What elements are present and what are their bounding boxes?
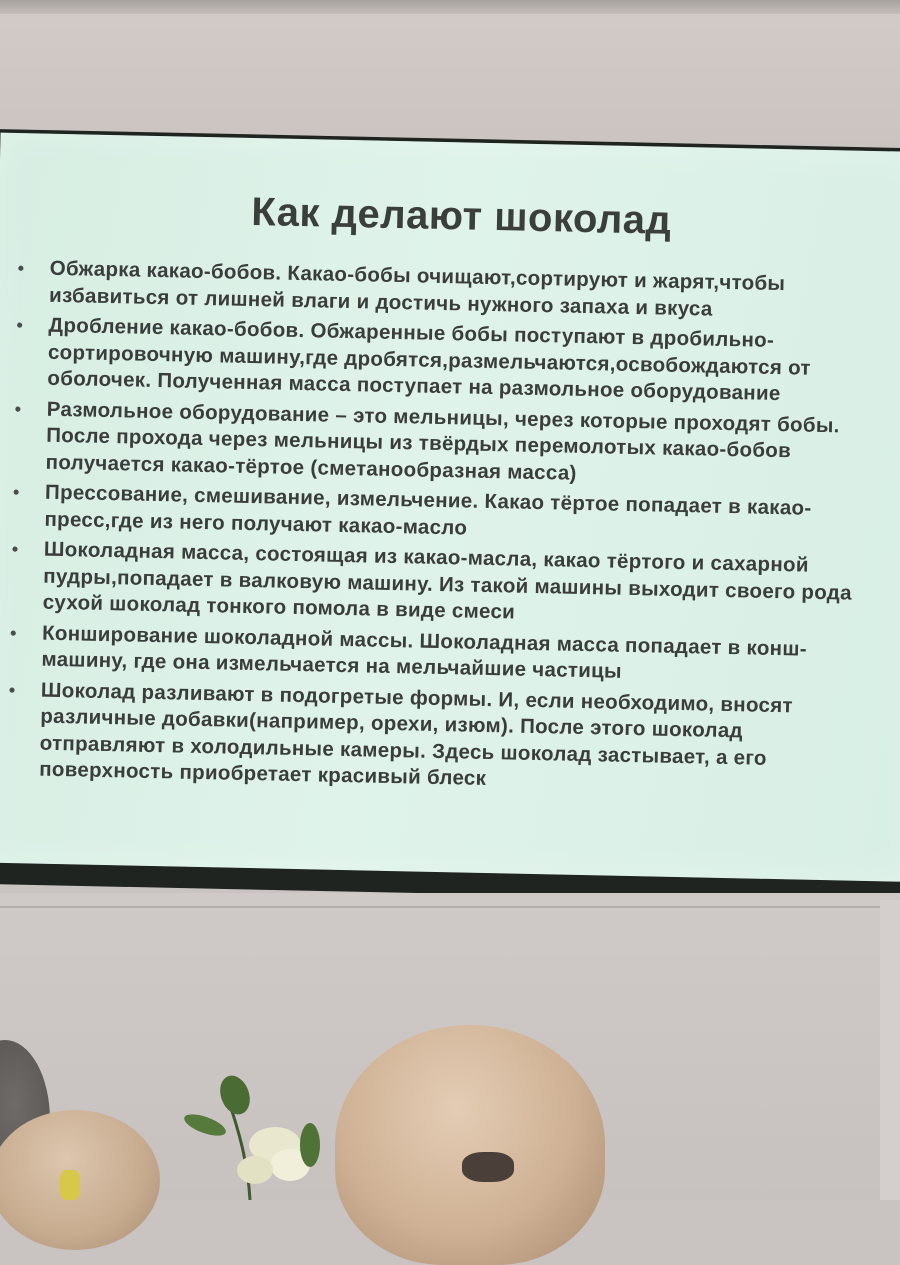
- door-edge: [880, 900, 900, 1200]
- bullet-dot: •: [16, 315, 24, 336]
- bullet-text: Шоколадная масса, состоящая из какао-масла, какао тёртого и сахарной пудры,попадает в валковую машину. Из такой машины выходит своего рода сухой шоколад тонкого помола в виде смеси: [42, 537, 853, 624]
- flower-plant: [180, 1075, 330, 1200]
- hair-clip: [60, 1170, 80, 1200]
- bullet-dot: •: [17, 258, 25, 279]
- wall-panel-line: [0, 906, 900, 908]
- projected-slide: [0, 133, 900, 882]
- bullet-dot: •: [9, 622, 17, 643]
- audience-head-left: [0, 1110, 160, 1250]
- bullet-text: Прессование, смешивание, измельчение. Какао тёртое попадает в какао-пресс,где из него получают какао-масло: [44, 480, 812, 540]
- bullet-text: Шоколад разливают в подогретые формы. И, если необходимо, вносят различные добавки(например, орехи, изюм). После этого шоколад отправляют в холодильные камеры. Здесь шоколад застывает, а его поверхность приобретает красивый блеск: [39, 678, 794, 790]
- bullet-text: Обжарка какао-бобов. Какао-бобы очищают,сортируют и жарят,чтобы избавиться от лишней влаги и достичь нужного запаха и вкуса: [48, 256, 786, 321]
- bullet-dot: •: [8, 679, 16, 700]
- bullet-item: [13, 396, 874, 493]
- bullet-item: [7, 676, 869, 800]
- bullet-text: Дробление какао-бобов. Обжаренные бобы поступают в дробильно-сортировочную машину,где дробятся,размельчаются,освобождаются от оболочек. Полученная масса поступает на размольное оборудование: [47, 313, 812, 406]
- bullet-dot: •: [12, 482, 20, 503]
- bullet-item: [10, 536, 871, 633]
- bullet-dot: •: [11, 539, 19, 560]
- hair-tie: [462, 1152, 514, 1182]
- bullet-dot: •: [14, 398, 22, 419]
- bullet-text: Конширование шоколадной массы. Шоколадная масса попадает в конш-машину, где она измельчается на мельчайшие частицы: [41, 621, 808, 683]
- wall-above-screen: [0, 0, 900, 140]
- slide-title: Как делают шоколад: [250, 189, 672, 243]
- ceiling-trim: [0, 0, 900, 14]
- audience-head-center: [335, 1025, 605, 1265]
- bullet-item: [15, 312, 876, 409]
- bullet-list: [7, 255, 878, 804]
- bullet-text: Размольное оборудование – это мельницы, через которые проходят бобы. После прохода через мельницы из твёрдых перемолотых какао-бобов получается какао-тёртое (сметанообразная масса): [45, 397, 840, 485]
